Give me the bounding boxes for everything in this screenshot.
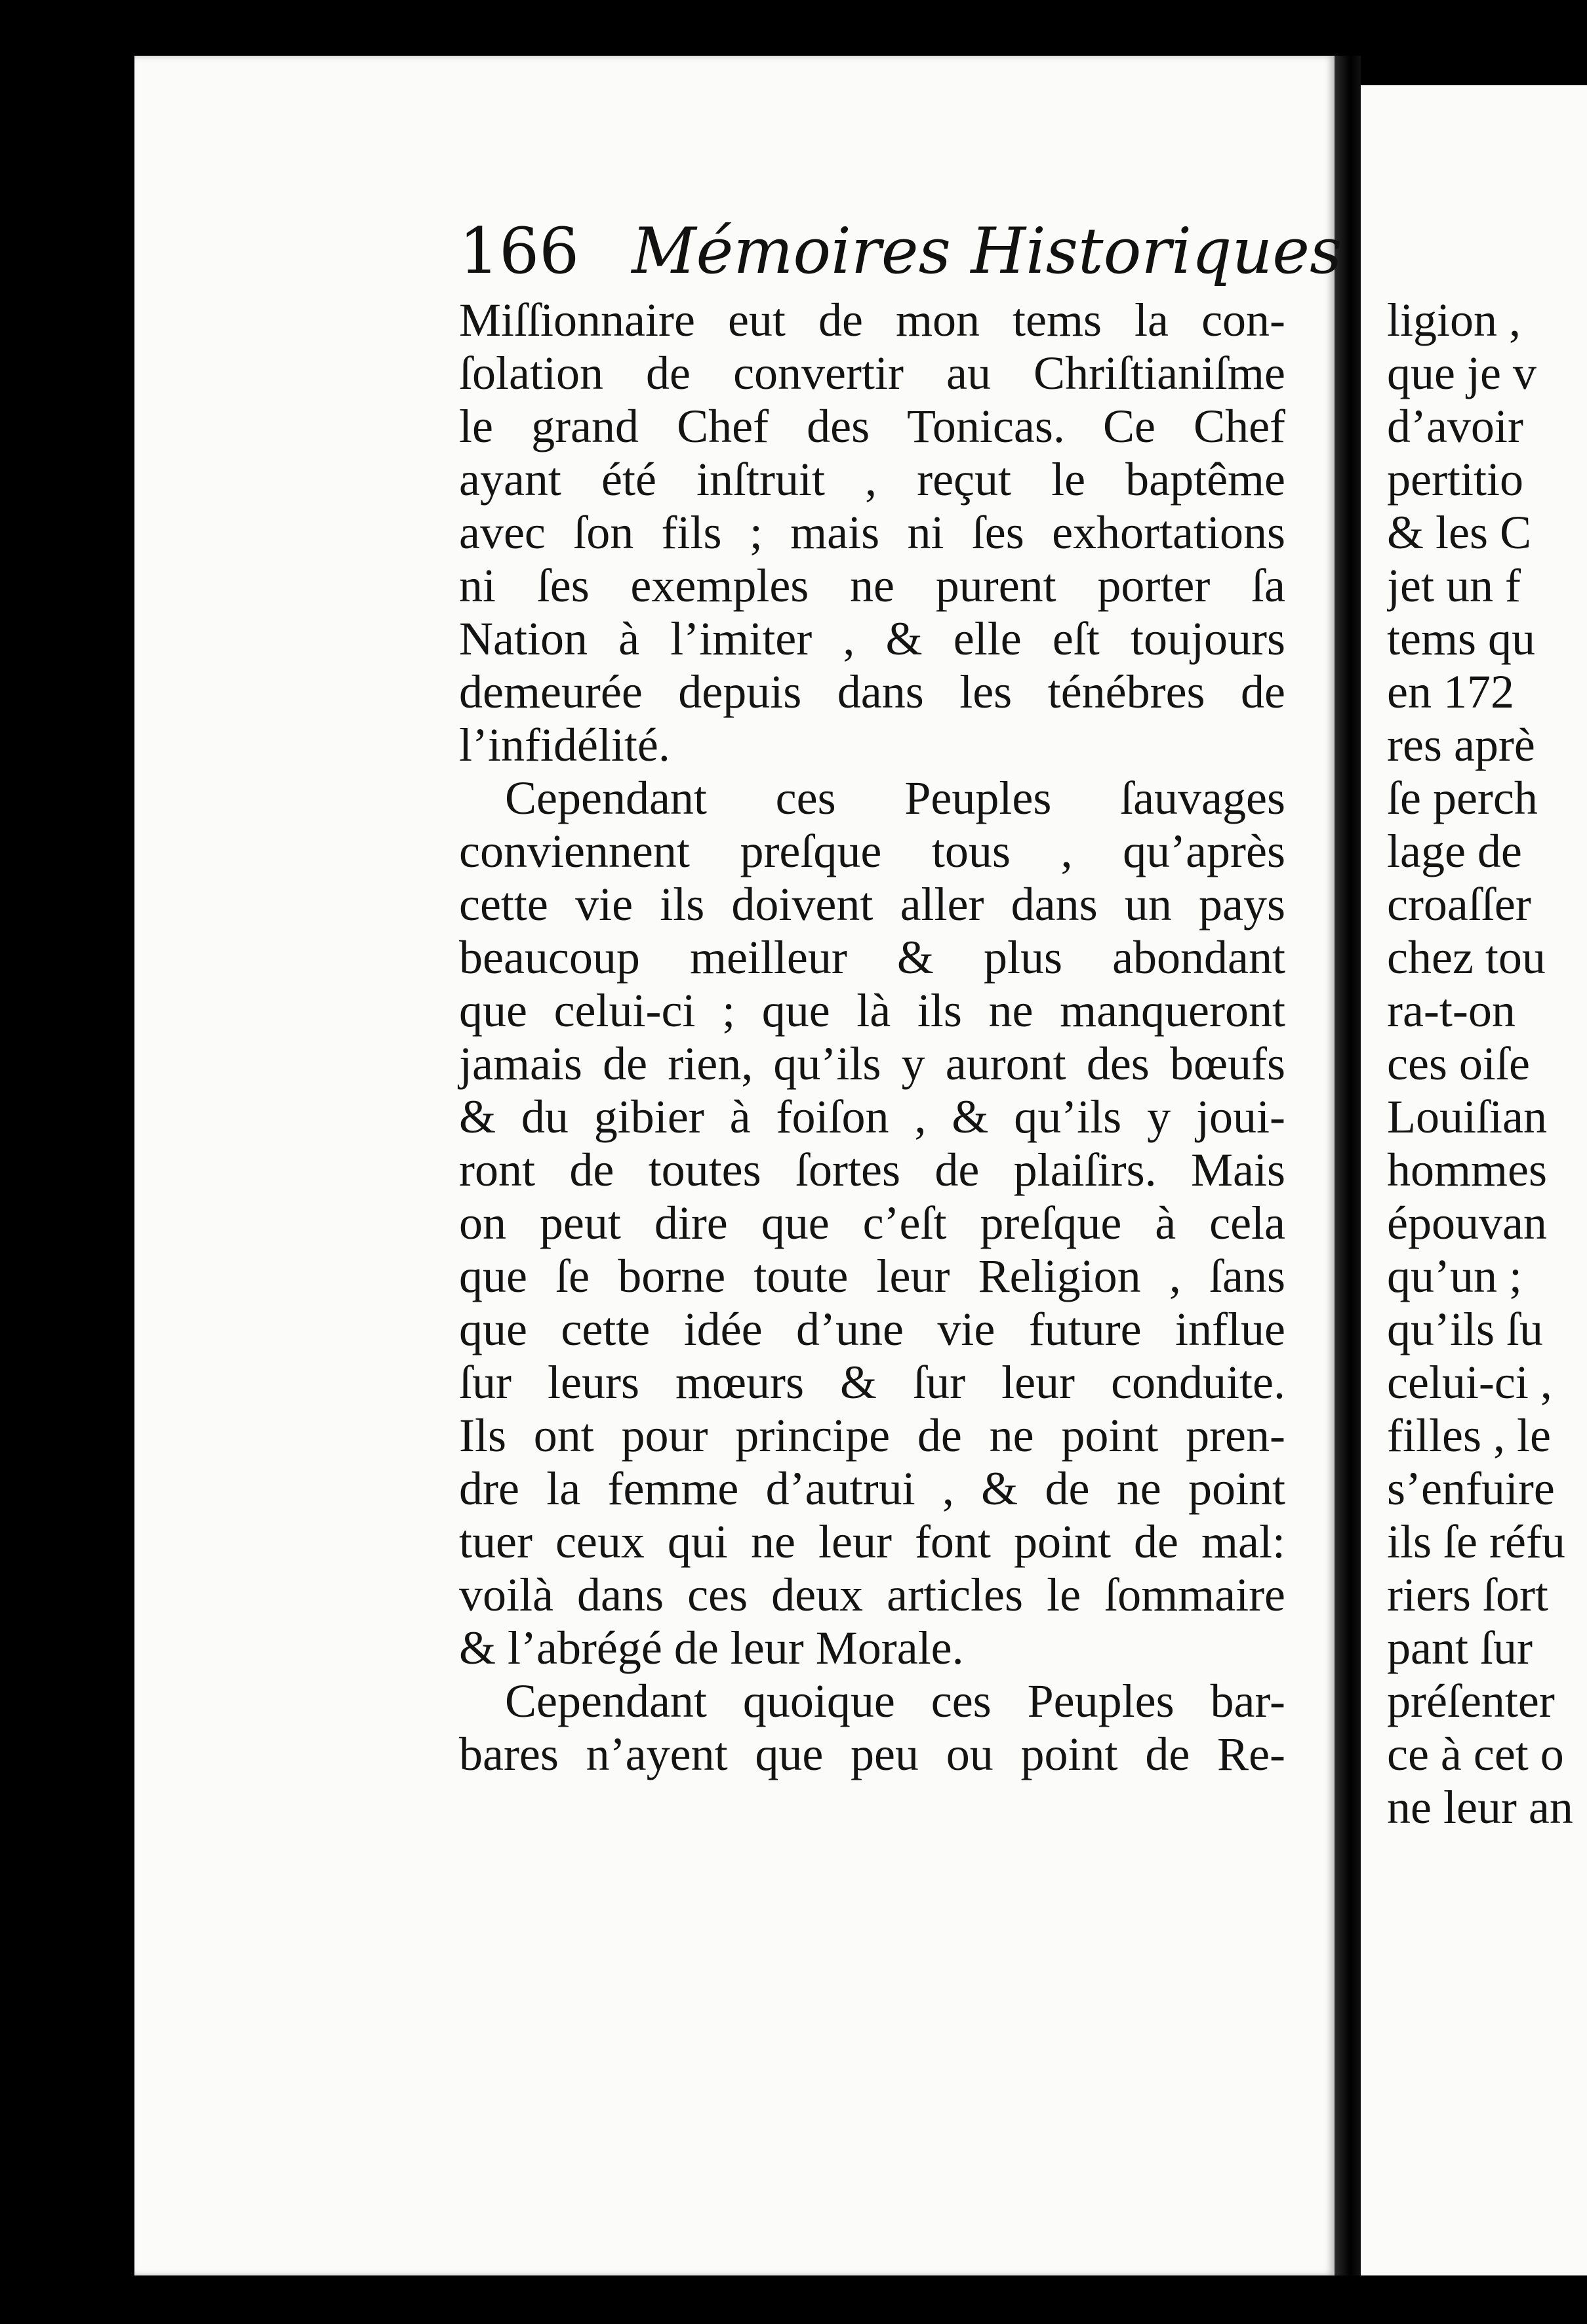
text-line-fragment: riers ſort <box>1387 1569 1548 1621</box>
text-line-fragment: jet un f <box>1387 559 1521 612</box>
text-line-fragment: ils ſe réfu <box>1387 1515 1565 1568</box>
text-line-fragment: pertitio <box>1387 453 1523 506</box>
text-line: beaucoup meilleur & plus abondant <box>459 931 1285 984</box>
right-page-text-fragment <box>1387 294 1587 1834</box>
text-line: ayant été inſtruit , reçut le baptême <box>459 453 1285 506</box>
text-line-fragment: filles , le <box>1387 1409 1551 1462</box>
text-line-fragment: en 172 <box>1387 666 1514 718</box>
running-head <box>459 209 1342 294</box>
text-line-fragment: chez tou <box>1387 931 1546 984</box>
text-line: Nation à l’imiter , & elle eſt toujours <box>459 612 1285 665</box>
text-line-fragment: & les C <box>1387 506 1532 559</box>
text-line-fragment: croaſſer <box>1387 878 1531 931</box>
text-line: tuer ceux qui ne leur font point de mal: <box>459 1515 1285 1568</box>
text-line-fragment: ce à cet o <box>1387 1728 1564 1780</box>
text-line-fragment: ſe perch <box>1387 772 1538 824</box>
text-line: jamais de rien, qu’ils y auront des bœufs <box>459 1037 1285 1090</box>
text-line: que celui-ci ; que là ils ne manqueront <box>459 984 1285 1037</box>
text-line-fragment: d’avoir <box>1387 400 1523 452</box>
text-line: voilà dans ces deux articles le ſommaire <box>459 1569 1285 1621</box>
text-line: ni ſes exemples ne purent porter ſa <box>459 559 1285 612</box>
left-page-text-block <box>459 294 1285 1781</box>
book-gutter <box>1335 56 1361 2275</box>
text-line-fragment: tems qu <box>1387 612 1535 665</box>
text-line: que ſe borne toute leur Religion , ſans <box>459 1250 1285 1302</box>
text-line-fragment: pant ſur <box>1387 1622 1533 1674</box>
text-line: cette vie ils doivent aller dans un pays <box>459 878 1285 931</box>
text-line-fragment: ra-t-on <box>1387 984 1516 1037</box>
text-line-fragment: qu’ils ſu <box>1387 1303 1544 1355</box>
text-line-fragment: ces oiſe <box>1387 1037 1530 1090</box>
text-line: avec ſon fils ; mais ni ſes exhortations <box>459 506 1285 559</box>
running-title: Mémoires Historiques <box>632 214 1342 288</box>
text-line-fragment: que je v <box>1387 347 1537 399</box>
text-line: bares n’ayent que peu ou point de Re- <box>459 1728 1285 1780</box>
text-line: dre la femme d’autrui , & de ne point <box>459 1462 1285 1515</box>
text-line-fragment: épouvan <box>1387 1197 1547 1249</box>
text-line-fragment: res aprè <box>1387 719 1535 771</box>
text-line: & l’abrégé de leur Morale. <box>459 1622 964 1674</box>
text-line: le grand Chef des Tonicas. Ce Chef <box>459 400 1285 452</box>
text-line-fragment: celui-ci , <box>1387 1356 1552 1409</box>
text-line: que cette idée d’une vie future influe <box>459 1303 1285 1355</box>
text-line-fragment: préſenter <box>1387 1675 1555 1727</box>
text-line: Cependant ces Peuples ſauvages <box>505 772 1285 824</box>
text-line: conviennent preſque tous , qu’après <box>459 825 1285 877</box>
text-line: l’infidélité. <box>459 719 670 771</box>
text-line-fragment: qu’un ; <box>1387 1250 1522 1302</box>
text-line: demeurée depuis dans les ténébres de <box>459 666 1285 718</box>
text-line-fragment: s’enfuire <box>1387 1462 1555 1515</box>
text-line-fragment: ne leur an <box>1387 1781 1573 1833</box>
text-line: on peut dire que c’eſt preſque à cela <box>459 1197 1285 1249</box>
text-line: & du gibier à foiſon , & qu’ils y joui- <box>459 1091 1285 1143</box>
text-line: Ils ont pour principe de ne point pren- <box>459 1409 1285 1462</box>
text-line: ſolation de convertir au Chriſtianiſme <box>459 347 1285 399</box>
text-line-fragment: lage de <box>1387 825 1522 877</box>
text-line: Miſſionnaire eut de mon tems la con- <box>459 294 1285 346</box>
text-line-fragment: ligion , <box>1387 294 1521 346</box>
text-line-fragment: hommes <box>1387 1144 1547 1196</box>
text-line: ront de toutes ſortes de plaiſirs. Mais <box>459 1144 1285 1196</box>
text-line: ſur leurs mœurs & ſur leur conduite. <box>459 1356 1285 1409</box>
text-line-fragment: Louiſian <box>1387 1091 1547 1143</box>
page-number: 166 <box>459 214 580 288</box>
text-line: Cependant quoique ces Peuples bar- <box>505 1675 1285 1727</box>
